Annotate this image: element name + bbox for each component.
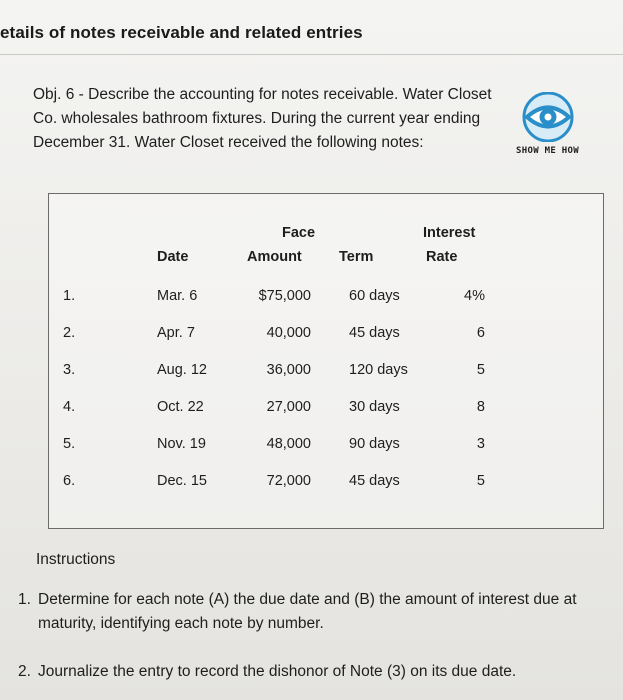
row-amount: $75,000 xyxy=(258,288,311,304)
row-date: Nov. 19 xyxy=(157,436,206,452)
row-term: 45 days xyxy=(349,325,400,341)
eye-icon xyxy=(517,92,579,142)
instructions-heading: Instructions xyxy=(36,551,116,568)
row-rate: 6 xyxy=(476,325,485,341)
row-term: 60 days xyxy=(349,288,400,304)
row-amount: 72,000 xyxy=(266,473,311,489)
instruction-number: 1. xyxy=(18,591,31,608)
row-term: 30 days xyxy=(349,399,400,415)
header-interest-line1: Interest xyxy=(423,225,476,241)
notes-table xyxy=(48,193,604,529)
show-me-how-button[interactable] xyxy=(500,92,595,156)
row-rate: 4% xyxy=(464,288,485,304)
row-rate: 5 xyxy=(476,473,485,489)
header-term: Term xyxy=(339,249,374,265)
row-number: 4. xyxy=(63,399,76,415)
row-rate: 8 xyxy=(476,399,485,415)
page-heading: etails of notes receivable and related entries xyxy=(0,23,363,42)
row-number: 1. xyxy=(63,288,76,304)
row-date: Aug. 12 xyxy=(157,362,207,378)
row-number: 5. xyxy=(63,436,76,452)
row-term: 45 days xyxy=(349,473,400,489)
instruction-text: Determine for each note (A) the due date and (B) the amount of interest due at maturity, identifying each note by number. xyxy=(38,591,577,632)
header-face-line2: Amount xyxy=(247,249,302,265)
row-date: Mar. 6 xyxy=(157,288,198,304)
objective-text: Obj. 6 - Describe the accounting for notes receivable. Water Closet Co. wholesales bathroom fixtures. During the current year ending December 31. Water Closet received the following notes: xyxy=(33,86,492,151)
row-number: 2. xyxy=(63,325,76,341)
row-number: 6. xyxy=(63,473,76,489)
row-date: Oct. 22 xyxy=(157,399,204,415)
row-amount: 27,000 xyxy=(266,399,311,415)
heading-divider xyxy=(0,54,623,55)
header-date: Date xyxy=(157,249,189,265)
row-date: Dec. 15 xyxy=(157,473,207,489)
row-date: Apr. 7 xyxy=(157,325,195,341)
row-number: 3. xyxy=(63,362,76,378)
row-rate: 3 xyxy=(476,436,485,452)
row-amount: 36,000 xyxy=(266,362,311,378)
row-term: 90 days xyxy=(349,436,400,452)
instruction-number: 2. xyxy=(18,663,31,680)
header-interest-line2: Rate xyxy=(426,249,458,265)
row-term: 120 days xyxy=(349,362,408,378)
show-me-how-label: SHOW ME HOW xyxy=(516,146,579,156)
header-face-line1: Face xyxy=(282,225,316,241)
row-amount: 40,000 xyxy=(266,325,311,341)
instruction-text: Journalize the entry to record the dishonor of Note (3) on its due date. xyxy=(38,663,517,680)
row-amount: 48,000 xyxy=(266,436,311,452)
row-rate: 5 xyxy=(476,362,485,378)
bleed-through-texture xyxy=(150,6,153,20)
